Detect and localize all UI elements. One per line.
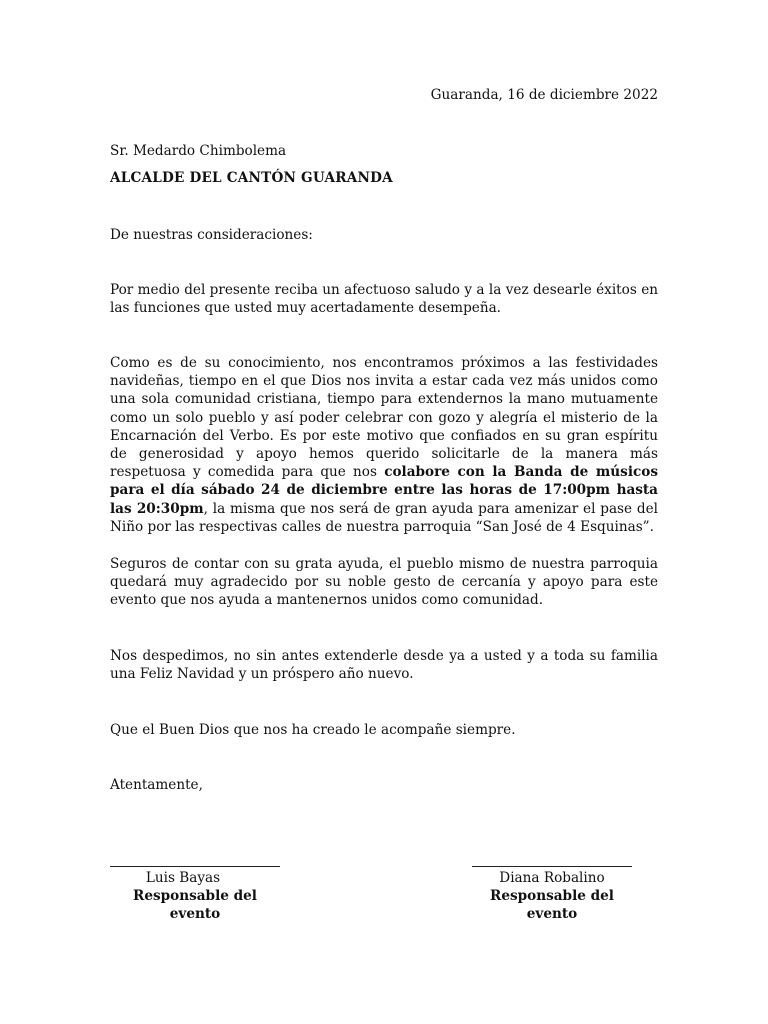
signer-name: Luis Bayas: [145, 870, 221, 886]
request-intro: Como es de su conocimiento, nos encontramos próximos a las festividades navideñas, tiempo en el que Dios nos invita a estar cada vez más unidos como una sola comunidad cristiana, tiempo para extendernos la mano mutuamente como un solo pueblo y así poder celebrar con gozo y alegría el misterio de la Encarnación del Verbo. Es por este motivo que confiados en su gran espíritu de generosidad y apoyo hemos querido solicitarle de la manera más respetuosa y comedida para que nos: [110, 355, 658, 481]
salutation: De nuestras consideraciones:: [110, 227, 313, 243]
signature-block-right: [472, 866, 632, 924]
request-outro: , la misma que nos será de gran ayuda para amenizar el pase del Niño por las respectivas calles de nuestra parroquia “San José de 4 Esquinas”.: [110, 500, 658, 535]
paragraph-greeting: Por medio del presente reciba un afectuoso saludo y a la vez desearle éxitos en las funciones que usted muy acertadamente desempeña.: [110, 282, 658, 317]
paragraph-farewell: Nos despedimos, no sin antes extenderle desde ya a usted y a toda su familia una Feliz Navidad y un próspero año nuevo.: [110, 648, 658, 683]
signature-line: [472, 866, 632, 867]
signature-block-left: [110, 866, 280, 924]
paragraph-blessing: Que el Buen Dios que nos ha creado le acompañe siempre.: [110, 722, 516, 738]
paragraph-gratitude: Seguros de contar con su grata ayuda, el pueblo mismo de nuestra parroquia quedará muy agradecido por su noble gesto de cercanía y apoyo para este evento que nos ayuda a mantenernos unidos como comunidad.: [110, 556, 658, 609]
paragraph-request: [110, 354, 658, 536]
letter-date: Guaranda, 16 de diciembre 2022: [430, 87, 658, 103]
request-highlight: colabore con la Banda de músicos para el día sábado 24 de diciembre entre las horas de 17:00pm hasta las 20:30pm: [110, 464, 658, 517]
signer-role: Responsable del evento: [490, 888, 614, 923]
signer-role: Responsable del evento: [133, 888, 257, 923]
signature-line: [110, 866, 280, 867]
closing: Atentamente,: [110, 777, 203, 793]
recipient-name: Sr. Medardo Chimbolema: [110, 143, 287, 159]
recipient-title: ALCALDE DEL CANTÓN GUARANDA: [110, 170, 393, 186]
signer-name: Diana Robalino: [499, 870, 605, 886]
